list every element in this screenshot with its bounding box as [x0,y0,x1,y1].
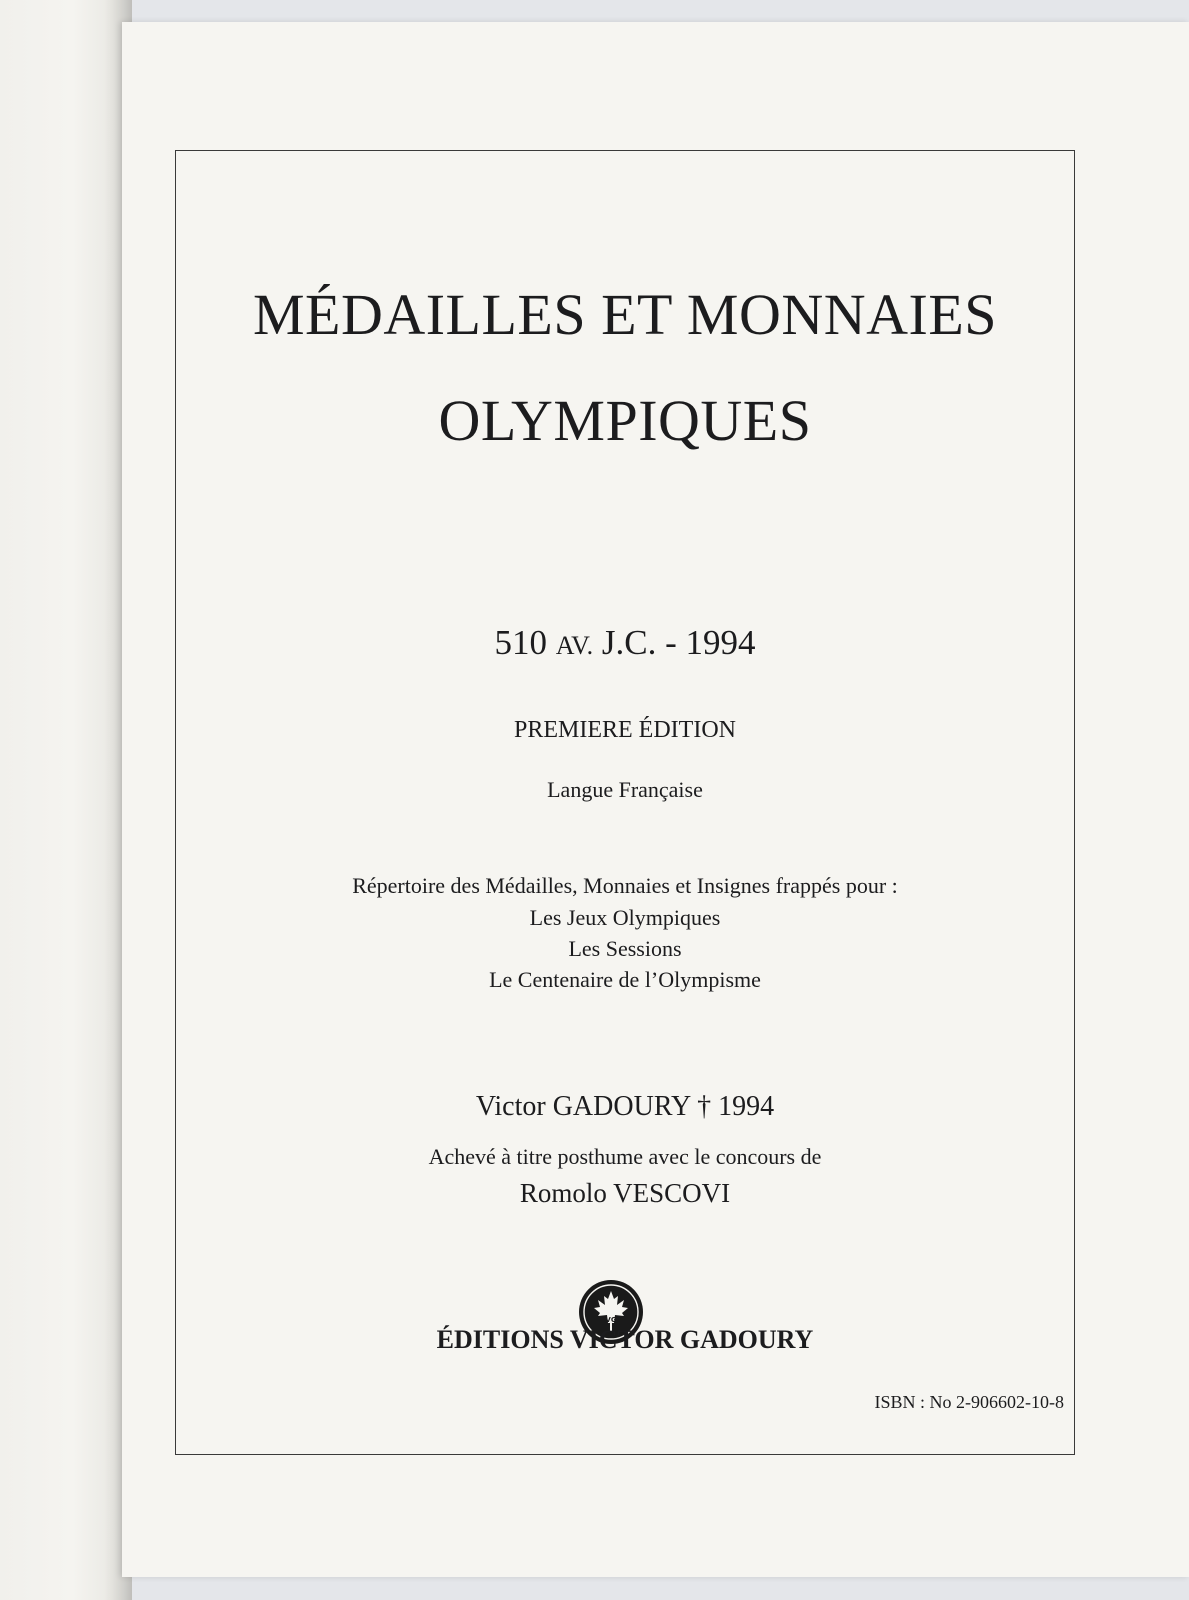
publisher: ÉDITIONS VICTOR GADOURY [436,1325,814,1354]
description: Répertoire des Médailles, Monnaies et Insignes frappés pour : [352,873,898,898]
language: Langue Française [547,777,703,802]
period-av: AV. [555,631,594,660]
period-end: J.C. - 1994 [601,623,756,662]
author: Victor GADOURY † 1994 [475,1091,775,1122]
cooperation-note: Achevé à titre posthume avec le concours de [428,1144,822,1169]
page-frame [175,150,1075,1455]
period [176,625,1074,660]
coauthor: Romolo VESCOVI [519,1178,731,1208]
logo-monogram: VG [605,1316,617,1324]
topic-centenary: Le Centenaire de l’Olympisme [489,967,761,992]
topic-games: Les Jeux Olympiques [529,905,721,930]
period-start: 510 [494,623,547,662]
isbn: ISBN : No 2-906602-10-8 [874,1392,1064,1412]
edition: PREMIERE ÉDITION [514,717,736,743]
title-line-2: OLYMPIQUES [438,388,812,453]
title-page [122,22,1189,1577]
title-line-1: MÉDAILLES ET MONNAIES [252,282,998,347]
topic-sessions: Les Sessions [568,936,682,961]
